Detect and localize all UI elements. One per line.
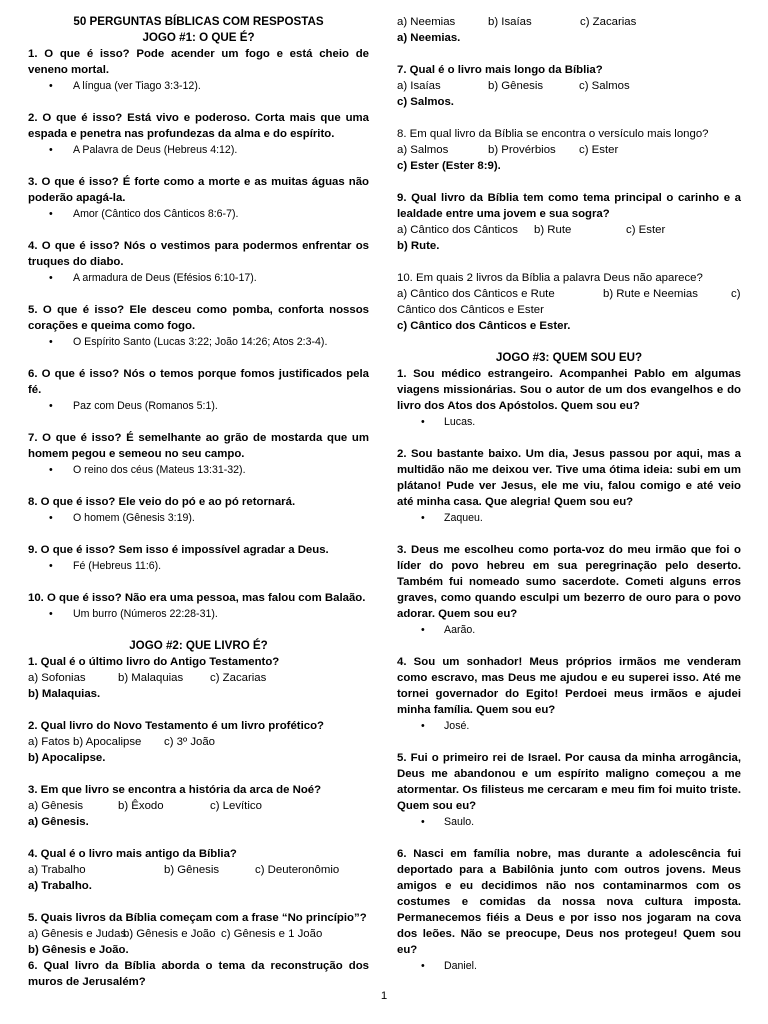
answer: c) Salmos.: [397, 96, 454, 108]
game1-question: 6. O que é isso? Nós o temos porque fomos justificados pela fé. • Paz com Deus (Romanos 5:1).: [28, 366, 369, 414]
game1-question: 8. O que é isso? Ele veio do pó e ao pó retornará. • O homem (Gênesis 3:19).: [28, 494, 369, 526]
game3-answer: • José.: [397, 718, 741, 734]
document-title: 50 PERGUNTAS BÍBLICAS COM RESPOSTAS: [73, 15, 324, 28]
game1-answer: • Um burro (Números 22:28-31).: [28, 606, 369, 622]
option-row: a) Salmos b) Provérbios c) Ester: [397, 144, 619, 156]
game3-question: 6. Nasci em família nobre, mas durante a adolescência fui deportado para a Babilônia junto com outros jovens. Meus amigos e eu decidimos não nos contaminarmos com os costumes e comidas da nossa nova cultura imposta. Permanecemos fiéis a Deus e por isso nos jogaram na cova dos leões. Não se preocupe, Deus nos protegeu! Quem sou eu? • Daniel.: [397, 846, 741, 974]
answer: c) Ester (Ester 8:9).: [397, 160, 501, 172]
game1-question: 9. O que é isso? Sem isso é impossível agradar a Deus. • Fé (Hebreus 11:6).: [28, 542, 369, 574]
game1-answer: • Amor (Cântico dos Cânticos 8:6-7).: [28, 206, 369, 222]
answer: c) Cântico dos Cânticos e Ester.: [397, 320, 571, 332]
left-column: [28, 14, 369, 990]
game1-question: 2. O que é isso? Está vivo e poderoso. Corta mais que uma espada e penetra nas profundezas da alma e do espírito. • A Palavra de Deus (Hebreus 4:12).: [28, 110, 369, 158]
answer: a) Neemias.: [397, 32, 461, 44]
game1-question: 10. O que é isso? Não era uma pessoa, mas falou com Balaão. • Um burro (Números 22:28-31).: [28, 590, 369, 622]
game1-question: 7. O que é isso? É semelhante ao grão de mostarda que um homem pegou e semeou no seu campo. • O reino dos céus (Mateus 13:31-32).: [28, 430, 369, 478]
game2-question: 3. Em que livro se encontra a história da arca de Noé? a) Gênesis b) Êxodo c) Levítico a) Gênesis.: [28, 782, 369, 830]
game3-question: 1. Sou médico estrangeiro. Acompanhei Pablo em algumas viagens missionárias. Sou o autor de um dos evangelhos e do livro dos Atos dos Apóstolos. Quem sou eu? • Lucas.: [397, 366, 741, 430]
game1-answer: • Paz com Deus (Romanos 5:1).: [28, 398, 369, 414]
option-row: a) Gênesis b) Êxodo c) Levítico: [28, 800, 262, 812]
game1-answer: • O Espírito Santo (Lucas 3:22; João 14:26; Atos 2:3-4).: [28, 334, 369, 350]
game1-question: 3. O que é isso? É forte como a morte e as muitas águas não poderão apagá-la. • Amor (Cântico dos Cânticos 8:6-7).: [28, 174, 369, 222]
option-row: a) Isaías b) Gênesis c) Salmos: [397, 80, 630, 92]
game2-question: 10. Em quais 2 livros da Bíblia a palavra Deus não aparece? a) Cântico dos Cânticos e Rute b) Rute e Neemias c) Cântico dos Cânticos e Ester c) Cântico dos Cânticos e Ester.: [397, 272, 741, 332]
option-row: a) Gênesis e Judas b) Gênesis e João c) Gênesis e 1 João: [28, 928, 323, 940]
option-row: a) Neemias b) Isaías c) Zacarias: [397, 16, 637, 28]
game3-answer: • Saulo.: [397, 814, 741, 830]
game2-question: 6. Qual livro da Bíblia aborda o tema da reconstrução dos muros de Jerusalém?: [28, 960, 369, 988]
game1-answer: • A língua (ver Tiago 3:3-12).: [28, 78, 369, 94]
game3-question: 5. Fui o primeiro rei de Israel. Por causa da minha arrogância, Deus me abandonou e um espírito maligno começou a me atormentar. Os filisteus me cercaram e meu fim foi muito triste. Quem sou eu? • Saulo.: [397, 750, 741, 830]
game1-answer: • O homem (Gênesis 3:19).: [28, 510, 369, 526]
game3-answer: • Zaqueu.: [397, 510, 741, 526]
game1-answer: • Fé (Hebreus 11:6).: [28, 558, 369, 574]
game1-answer: • A armadura de Deus (Efésios 6:10-17).: [28, 270, 369, 286]
option-row: a) Fatos b) Apocalipse c) 3º João: [28, 736, 216, 748]
option-row: a) Sofonias b) Malaquias c) Zacarias: [28, 672, 267, 684]
answer: b) Gênesis e João.: [28, 944, 129, 956]
game3-answer: • Aarão.: [397, 622, 741, 638]
answer: a) Trabalho.: [28, 880, 92, 892]
answer: b) Malaquias.: [28, 688, 101, 700]
answer: b) Rute.: [397, 240, 440, 252]
right-column: [397, 14, 741, 974]
game3-question: 3. Deus me escolheu como porta-voz do meu irmão que foi o líder do povo hebreu em sua peregrinação pelo deserto. Também fui nomeado sumo sacerdote. Cometi alguns erros graves, como quando esculpi um bezerro de ouro para o povo adorar. Quem sou eu? • Aarão.: [397, 542, 741, 638]
game2-question: 9. Qual livro da Bíblia tem como tema principal o carinho e a lealdade entre uma jovem e sua sogra? a) Cântico dos Cânticos b) Rute c) Ester b) Rute.: [397, 192, 741, 252]
game2-question: 8. Em qual livro da Bíblia se encontra o versículo mais longo? a) Salmos b) Provérbios c) Ester c) Ester (Ester 8:9).: [397, 126, 741, 174]
game2-question: 2. Qual livro do Novo Testamento é um livro profético? a) Fatos b) Apocalipse c) 3º João b) Apocalipse.: [28, 718, 369, 766]
game3-title: JOGO #3: QUEM SOU EU?: [495, 351, 643, 364]
game2-question: 1. Qual é o último livro do Antigo Testamento? a) Sofonias b) Malaquias c) Zacarias b) Malaquias.: [28, 654, 369, 702]
option-row: a) Cântico dos Cânticos b) Rute c) Ester: [397, 224, 666, 236]
game2-title: JOGO #2: QUE LIVRO É?: [129, 639, 268, 652]
game1-answer: • O reino dos céus (Mateus 13:31-32).: [28, 462, 369, 478]
option-row: a) Trabalho b) Gênesis c) Deuteronômio: [28, 864, 340, 876]
game2-question: 4. Qual é o livro mais antigo da Bíblia? a) Trabalho b) Gênesis c) Deuteronômio a) Trabalho.: [28, 846, 369, 894]
game1-answer: • A Palavra de Deus (Hebreus 4:12).: [28, 142, 369, 158]
game2-question: 7. Qual é o livro mais longo da Bíblia? a) Isaías b) Gênesis c) Salmos c) Salmos.: [397, 62, 741, 110]
game3-answer: • Daniel.: [397, 958, 741, 974]
game1-title: JOGO #1: O QUE É?: [142, 31, 255, 44]
game2-question: 5. Quais livros da Bíblia começam com a frase “No princípio”? a) Gênesis e Judas b) Gênesis e João c) Gênesis e 1 João b) Gênesis e João.: [28, 910, 369, 958]
game1-question: 4. O que é isso? Nós o vestimos para podermos enfrentar os truques do diabo. • A armadura de Deus (Efésios 6:10-17).: [28, 238, 369, 286]
game1-question: 5. O que é isso? Ele desceu como pomba, conforta nossos corações e queima como fogo. • O Espírito Santo (Lucas 3:22; João 14:26; Atos 2:3-4).: [28, 302, 369, 350]
answer: b) Apocalipse.: [28, 752, 106, 764]
game3-answer: • Lucas.: [397, 414, 741, 430]
answer: a) Gênesis.: [28, 816, 89, 828]
game3-question: 4. Sou um sonhador! Meus próprios irmãos me venderam como escravo, mas Deus me ajudou e eu superei isso. Até me tornei governador do Egito! Perdoei meus irmãos e ajudei minha família. Quem sou eu? • José.: [397, 654, 741, 734]
game1-question: 1. O que é isso? Pode acender um fogo e está cheio de veneno mortal. • A língua (ver Tiago 3:3-12).: [28, 46, 369, 94]
game3-question: 2. Sou bastante baixo. Um dia, Jesus passou por aqui, mas a multidão não me deixou ver. Tive uma ótima ideia: subi em um plátano! Pude ver Jesus, ele me viu, falou comigo e até veio até minha casa. Que alegria! Quem sou eu? • Zaqueu.: [397, 446, 741, 526]
page-number: 1: [380, 990, 388, 1002]
option-row: a) Cântico dos Cânticos e Rute b) Rute e Neemias c): [397, 288, 741, 300]
